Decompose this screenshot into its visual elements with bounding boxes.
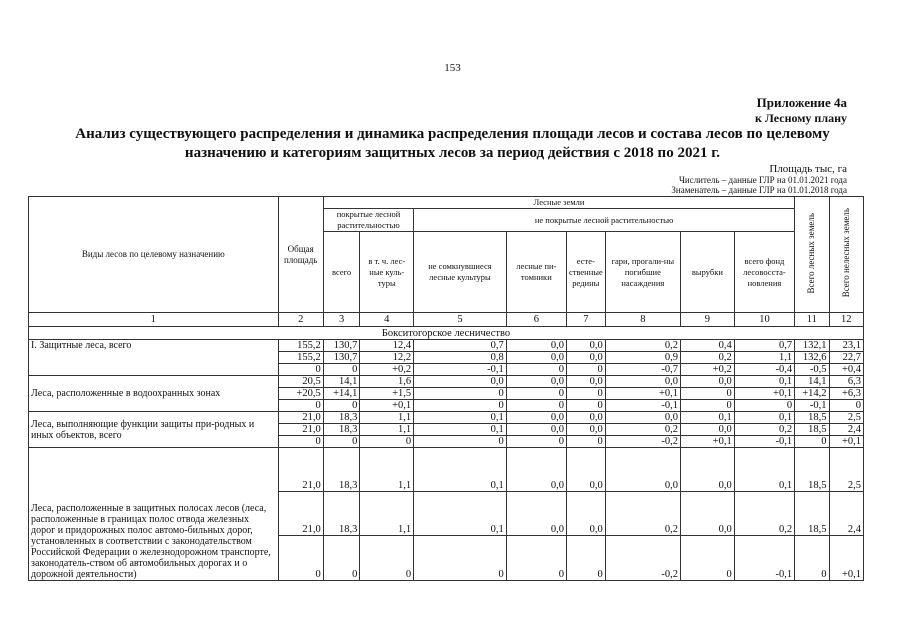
table-cell: -0,1 <box>734 536 794 581</box>
table-cell: 0,0 <box>605 448 680 492</box>
header-total-area: Общая площадь <box>278 197 323 313</box>
row-label: Леса, выполняющие функции защиты при-родных и иных объектов, всего <box>29 412 279 448</box>
table-cell: -0,1 <box>734 436 794 448</box>
table-cell: 1,1 <box>360 424 414 436</box>
table-cell: -0,2 <box>605 536 680 581</box>
document-title-line-2: назначению и категориям защитных лесов за период действия с 2018 по 2021 г. <box>184 145 721 161</box>
table-cell: 0,0 <box>605 376 680 388</box>
table-cell: 0 <box>506 400 566 412</box>
table-cell: 0,0 <box>414 376 507 388</box>
table-cell: 18,3 <box>323 448 360 492</box>
column-index: 5 <box>414 313 507 327</box>
table-cell: 0,0 <box>506 352 566 364</box>
table-cell: 0,2 <box>605 424 680 436</box>
table-cell: 21,0 <box>278 412 323 424</box>
table-cell: 22,7 <box>829 352 863 364</box>
table-cell: 0 <box>323 400 360 412</box>
table-cell: 0 <box>278 436 323 448</box>
table-cell: 1,1 <box>734 352 794 364</box>
table-cell: 18,5 <box>795 492 829 536</box>
table-cell: 0,0 <box>566 412 605 424</box>
table-cell: +14,2 <box>795 388 829 400</box>
section-title: Бокситогорское лесничество <box>29 327 864 340</box>
table-cell: 0 <box>278 536 323 581</box>
table-cell: 0,9 <box>605 352 680 364</box>
table-cell: +0,1 <box>829 436 863 448</box>
unit-note: Площадь тыс, га <box>769 163 847 175</box>
table-cell: 14,1 <box>795 376 829 388</box>
row-label: Леса, расположенные в защитных полосах лесов (леса, расположенные в границах полос отвода железных дорог и придорожных полос автомо-бильных дорог, установленных в соответствии с законодательством Российской Федерации о железнодорожном транспорте, законодатель-ством об автомобильных дорогах и о дорожной деятельности) <box>29 448 279 581</box>
header-col-5: не сомкнувшиеся лесные культуры <box>414 232 507 313</box>
column-index: 4 <box>360 313 414 327</box>
table-row <box>29 376 864 388</box>
forest-distribution-table <box>28 196 864 581</box>
table-cell: 0 <box>829 400 863 412</box>
table-cell: 0 <box>681 536 735 581</box>
table-cell: 0 <box>323 536 360 581</box>
table-cell: 132,6 <box>795 352 829 364</box>
column-index: 12 <box>829 313 863 327</box>
column-index: 10 <box>734 313 794 327</box>
table-cell: 0,0 <box>506 424 566 436</box>
table-cell: 14,1 <box>323 376 360 388</box>
appendix-sublabel: к Лесному плану <box>755 111 847 125</box>
table-cell: 0,0 <box>506 412 566 424</box>
table-cell: 0,1 <box>734 412 794 424</box>
table-cell: 0,1 <box>734 448 794 492</box>
header-col-3: всего <box>323 232 360 313</box>
table-cell: 2,5 <box>829 412 863 424</box>
table-cell: 0 <box>566 388 605 400</box>
table-cell: 0,0 <box>506 340 566 352</box>
table-cell: +0,4 <box>829 364 863 376</box>
table-cell: +1,5 <box>360 388 414 400</box>
table-cell: +20,5 <box>278 388 323 400</box>
table-cell: +0,1 <box>734 388 794 400</box>
table-cell: 130,7 <box>323 352 360 364</box>
table-cell: 21,0 <box>278 448 323 492</box>
table-cell: 0 <box>278 400 323 412</box>
document-title-line-1: Анализ существующего распределения и динамика распределения площади лесов и состава лесов по целевому <box>75 126 830 142</box>
table-cell: 0 <box>278 364 323 376</box>
table-cell: 0,0 <box>506 376 566 388</box>
column-index: 1 <box>29 313 279 327</box>
column-index-row <box>29 313 864 327</box>
header-col-7: есте-ственные редины <box>566 232 605 313</box>
table-cell: 2,4 <box>829 492 863 536</box>
table-cell: 0 <box>414 436 507 448</box>
table-cell: +0,1 <box>605 388 680 400</box>
table-cell: 0,7 <box>414 340 507 352</box>
table-cell: +0,1 <box>681 436 735 448</box>
table-cell: 2,5 <box>829 448 863 492</box>
denominator-note: Знаменатель – данные ГЛР на 01.01.2018 года <box>671 185 847 195</box>
table-cell: -0,4 <box>734 364 794 376</box>
table-cell: 0 <box>506 364 566 376</box>
table-row <box>29 412 864 424</box>
table-cell: 132,1 <box>795 340 829 352</box>
table-cell: 0,4 <box>681 340 735 352</box>
table-cell: 0,1 <box>681 412 735 424</box>
table-cell: 1,1 <box>360 412 414 424</box>
table-cell: 0 <box>795 436 829 448</box>
header-total-forest-lands: Всего лесных земель <box>795 197 829 313</box>
header-col-4: в т. ч. лес-ные куль-туры <box>360 232 414 313</box>
table-cell: 0 <box>414 536 507 581</box>
table-cell: +6,3 <box>829 388 863 400</box>
table-cell: 0 <box>506 436 566 448</box>
table-cell: 20,5 <box>278 376 323 388</box>
table-cell: -0,2 <box>605 436 680 448</box>
table-cell: +0,2 <box>360 364 414 376</box>
header-col-6: лесные пи-томники <box>506 232 566 313</box>
table-cell: 0 <box>360 536 414 581</box>
table-cell: 18,5 <box>795 412 829 424</box>
table-cell: 0,0 <box>681 492 735 536</box>
table-cell: 0,1 <box>734 376 794 388</box>
table-cell: 1,1 <box>360 448 414 492</box>
table-cell: 0,0 <box>506 492 566 536</box>
table-cell: 0 <box>734 400 794 412</box>
table-cell: 21,0 <box>278 492 323 536</box>
header-forest-type: Виды лесов по целевому назначению <box>29 197 279 313</box>
header-forest-lands: Лесные земли <box>323 197 794 209</box>
header-covered: покрытые лесной растительностью <box>323 209 413 232</box>
table-cell: 0 <box>681 388 735 400</box>
table-cell: 0,0 <box>605 412 680 424</box>
table-cell: 0,1 <box>414 424 507 436</box>
table-cell: -0,7 <box>605 364 680 376</box>
column-index: 8 <box>605 313 680 327</box>
table-cell: 0 <box>323 364 360 376</box>
table-cell: 1,1 <box>360 492 414 536</box>
table-cell: 0,0 <box>566 448 605 492</box>
table-cell: 1,6 <box>360 376 414 388</box>
table-cell: -0,5 <box>795 364 829 376</box>
header-not-covered: не покрытые лесной растительностью <box>414 209 795 232</box>
table-cell: +14,1 <box>323 388 360 400</box>
header-total-nonforest-lands: Всего нелесных земель <box>829 197 863 313</box>
table-cell: 0 <box>566 536 605 581</box>
table-cell: 18,5 <box>795 448 829 492</box>
column-index: 3 <box>323 313 360 327</box>
page-number: 153 <box>444 62 461 74</box>
header-col-8: гари, прогали-ны погибшие насаждения <box>605 232 680 313</box>
row-label: I. Защитные леса, всего <box>29 340 279 376</box>
table-cell: 23,1 <box>829 340 863 352</box>
table-cell: 0 <box>414 388 507 400</box>
table-cell: 0 <box>566 400 605 412</box>
table-cell: 0,8 <box>414 352 507 364</box>
table-cell: 0,1 <box>414 448 507 492</box>
table-cell: -0,1 <box>605 400 680 412</box>
table-cell: 0,0 <box>566 424 605 436</box>
table-cell: 0,0 <box>681 424 735 436</box>
table-cell: 0,2 <box>605 492 680 536</box>
table-cell: 0 <box>566 364 605 376</box>
appendix-label: Приложение 4а <box>756 95 847 110</box>
table-cell: 0,7 <box>734 340 794 352</box>
table-cell: +0,1 <box>360 400 414 412</box>
table-cell: 0,0 <box>506 448 566 492</box>
column-index: 2 <box>278 313 323 327</box>
table-cell: 0,0 <box>681 376 735 388</box>
table-cell: 0,0 <box>566 492 605 536</box>
table-cell: -0,1 <box>795 400 829 412</box>
column-index: 7 <box>566 313 605 327</box>
table-cell: 21,0 <box>278 424 323 436</box>
table-cell: 155,2 <box>278 340 323 352</box>
row-label: Леса, расположенные в водоохранных зонах <box>29 376 279 412</box>
table-cell: 0 <box>681 400 735 412</box>
table-cell: 0 <box>566 436 605 448</box>
table-cell: 18,3 <box>323 492 360 536</box>
column-index: 9 <box>681 313 735 327</box>
table-cell: 0 <box>506 388 566 400</box>
table-cell: 0 <box>360 436 414 448</box>
table-cell: -0,1 <box>414 364 507 376</box>
table-cell: 18,3 <box>323 424 360 436</box>
header-col-9: вырубки <box>681 232 735 313</box>
table-cell: 0,1 <box>414 492 507 536</box>
table-cell: +0,1 <box>829 536 863 581</box>
numerator-note: Числитель – данные ГЛР на 01.01.2021 года <box>679 175 847 185</box>
table-cell: 130,7 <box>323 340 360 352</box>
table-cell: 18,5 <box>795 424 829 436</box>
table-cell: 12,2 <box>360 352 414 364</box>
table-cell: 0 <box>506 536 566 581</box>
table-cell: 0,0 <box>566 376 605 388</box>
table-cell: 12,4 <box>360 340 414 352</box>
table-cell: +0,2 <box>681 364 735 376</box>
table-cell: 18,3 <box>323 412 360 424</box>
table-cell: 0,1 <box>414 412 507 424</box>
table-cell: 0,0 <box>566 352 605 364</box>
header-col-10: всего фонд лесовосста-новления <box>734 232 794 313</box>
table-cell: 0,2 <box>681 352 735 364</box>
column-index: 11 <box>795 313 829 327</box>
table-cell: 0,0 <box>566 340 605 352</box>
table-row <box>29 448 864 492</box>
table-cell: 0,2 <box>605 340 680 352</box>
table-cell: 0 <box>795 536 829 581</box>
table-cell: 155,2 <box>278 352 323 364</box>
table-cell: 6,3 <box>829 376 863 388</box>
table-cell: 0 <box>323 436 360 448</box>
table-cell: 0,0 <box>681 448 735 492</box>
table-cell: 2,4 <box>829 424 863 436</box>
table-row <box>29 340 864 352</box>
table-cell: 0 <box>414 400 507 412</box>
table-cell: 0,2 <box>734 424 794 436</box>
column-index: 6 <box>506 313 566 327</box>
table-cell: 0,2 <box>734 492 794 536</box>
